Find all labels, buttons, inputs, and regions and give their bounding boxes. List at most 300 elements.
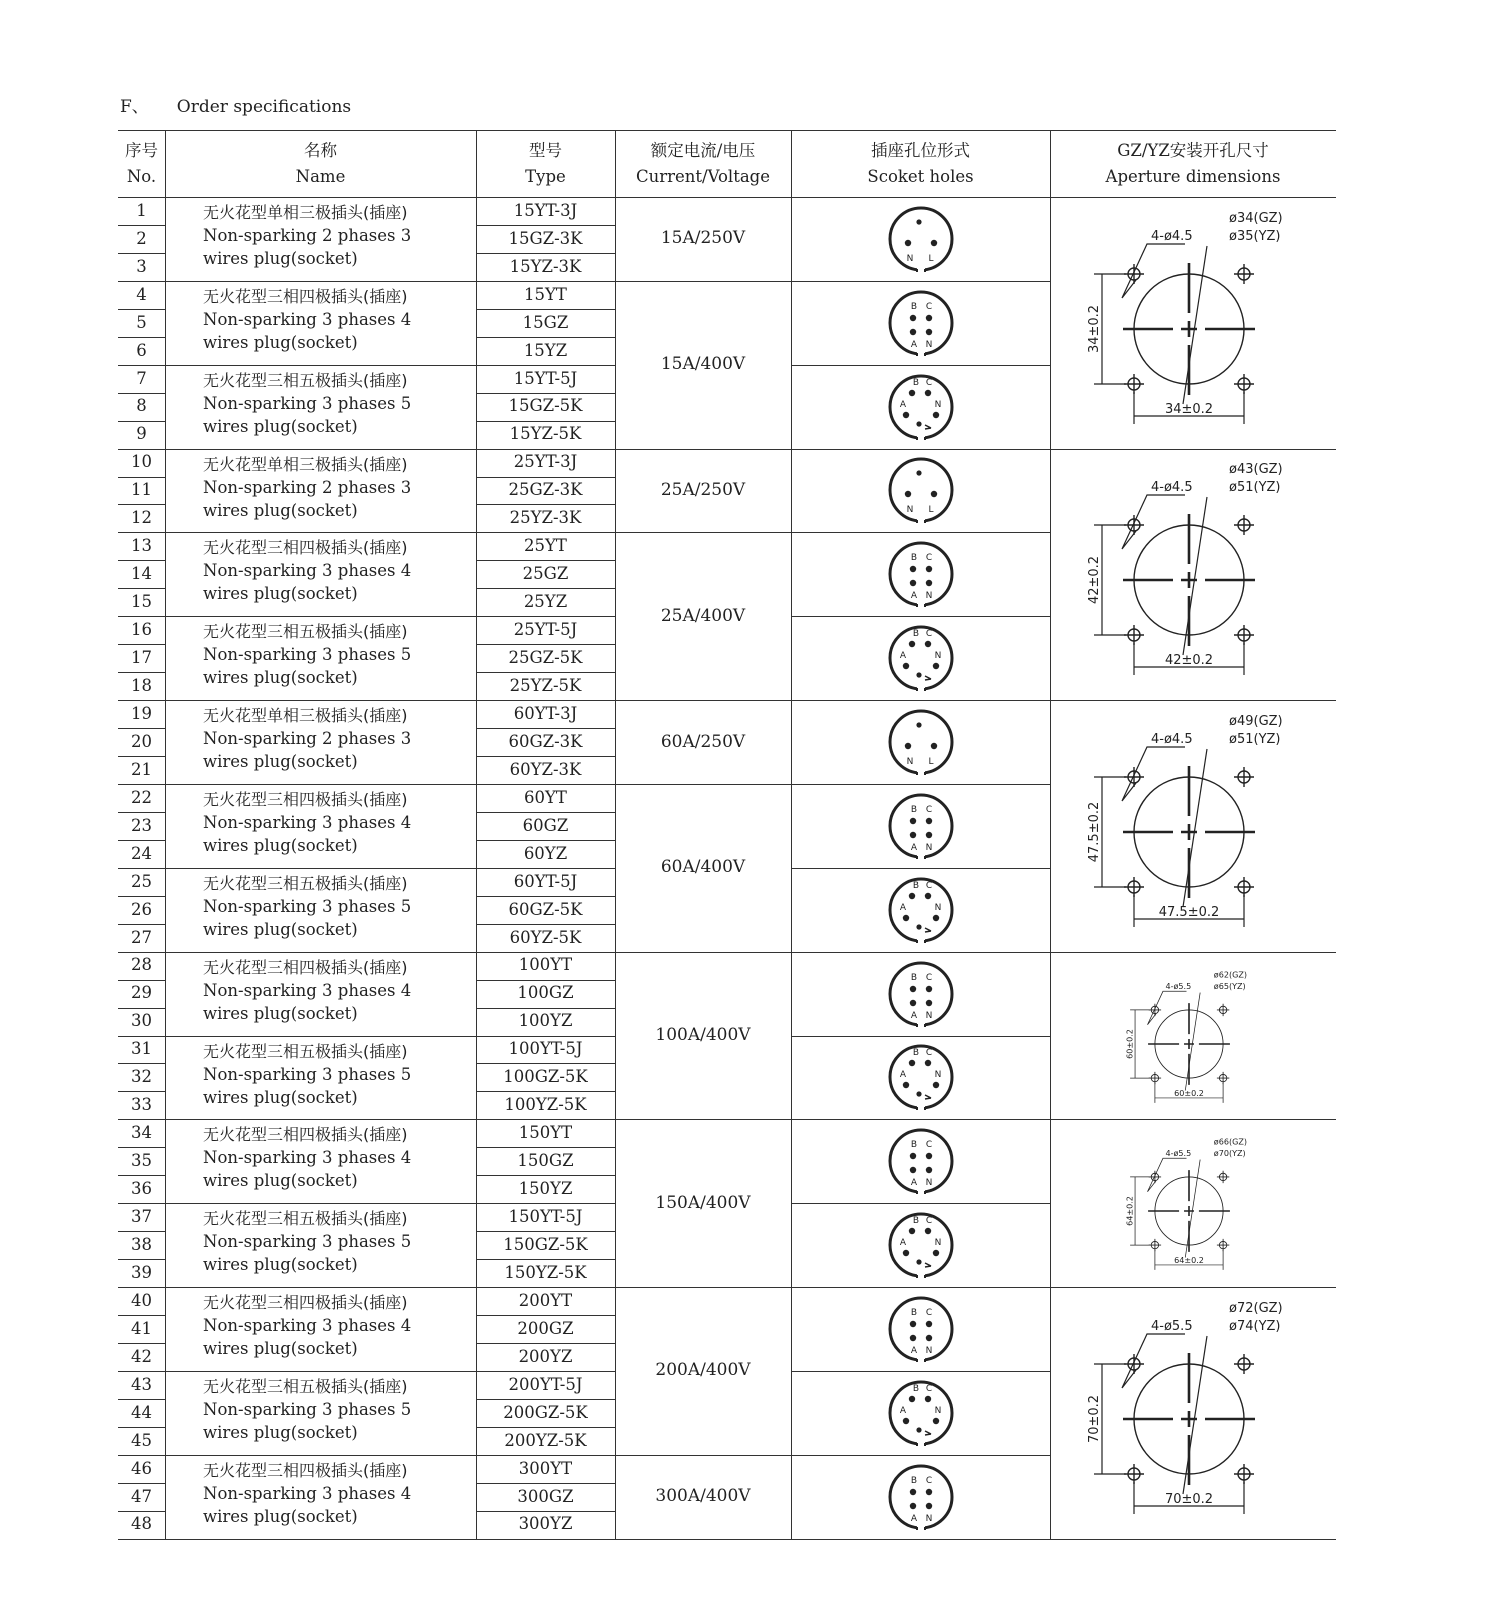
row-number [118,197,165,225]
row-number [118,1203,165,1231]
hole-spec-label: 4-ø4.5 [1151,480,1193,496]
socket-pin-label: A [910,1010,917,1021]
row-number [118,504,165,532]
row-number-text: 20 [131,731,152,751]
row-number-text: 23 [131,815,152,835]
type-cell [476,616,615,644]
aperture-drawing [1043,951,1343,1121]
socket-pin-label: C [925,804,932,815]
type-text: 15YT-3J [513,200,578,220]
product-name [165,1203,476,1287]
row-number-text: 42 [131,1346,152,1366]
row-number [118,1147,165,1175]
current-voltage [615,449,791,533]
row-number [118,924,165,952]
type-text: 200GZ-5K [503,1402,588,1422]
aperture-drawing [1043,205,1343,445]
row-number [118,477,165,505]
current-voltage-text: 15A/250V [660,228,746,249]
product-name-en-line1: Non-sparking 3 phases 5 [203,1399,412,1419]
product-name [165,365,476,449]
aperture-drawing [1043,1118,1343,1288]
type-cell [476,924,615,952]
socket-pin-label: A [899,1070,906,1081]
row-number [118,980,165,1008]
socket-pin-label: B [912,377,919,388]
row-number-text: 12 [131,508,152,528]
type-text: 60YZ [523,843,568,863]
socket-4pin-icon [881,1289,961,1369]
product-name-zh: 无火花型单相三极插头(插座) [203,203,408,222]
group-rule [791,1455,1050,1456]
row-number [118,1175,165,1203]
socket-pin-label: C [925,1383,932,1394]
product-name-en-line2: wires plug(socket) [203,1087,358,1107]
row-number [118,588,165,616]
diameter-yz-label: ø74(YZ) [1229,1318,1281,1334]
column-header [165,130,476,197]
hole-spec-label: 4-ø4.5 [1151,731,1193,747]
table-bottom-rule [118,1539,1336,1540]
socket-5pin-icon [881,367,961,447]
product-name-en-line2: wires plug(socket) [203,1171,358,1191]
type-text: 150GZ-5K [503,1234,588,1254]
row-number [118,840,165,868]
diameter-yz-label: ø70(YZ) [1213,1149,1246,1159]
socket-pin-label: A [910,591,917,602]
column-header-en: Name [295,166,346,186]
product-name [165,616,476,700]
type-cell [476,1008,615,1036]
type-cell [476,449,615,477]
product-name [165,449,476,533]
row-number [118,868,165,896]
socket-pin-label: A [899,1405,906,1416]
column-header-en: Aperture dimensions [1105,166,1281,186]
type-text: 25YT-3J [513,452,578,472]
product-name-zh: 无火花型三相四极插头(插座) [203,1460,408,1480]
current-voltage [615,784,791,952]
current-voltage-text: 25A/250V [660,480,746,500]
socket-pin-label: A [899,1238,906,1249]
type-cell [476,365,615,393]
horizontal-dimension-label: 60±0.2 [1174,1088,1204,1098]
row-number [118,365,165,393]
socket-pin-label: N [934,1238,941,1249]
row-number-text: 11 [131,480,152,500]
socket-pin-label: B [912,1383,919,1394]
type-text: 25YT-5J [513,620,578,640]
type-cell [476,1511,615,1539]
row-number [118,1259,165,1287]
type-text: 100YT-5J [508,1039,583,1059]
product-name-en-line2: wires plug(socket) [203,752,358,772]
product-name-en-line1: Non-sparking 3 phases 5 [203,393,412,413]
row-number-text: 7 [136,368,147,388]
socket-pin-label: N [934,1405,941,1416]
row-number [118,532,165,560]
horizontal-dimension-label: 64±0.2 [1174,1256,1204,1266]
row-number-text: 33 [131,1095,152,1115]
column-header [615,130,791,197]
hole-spec-label: 4-ø5.5 [1151,1318,1193,1334]
row-number [118,281,165,309]
socket-pin-label: N [925,1010,932,1021]
row-number-text: 19 [131,703,152,723]
aperture-rule [1050,449,1336,450]
product-name-zh: 无火花型单相三极插头(插座) [203,706,408,726]
row-number [118,728,165,756]
type-cell [476,225,615,253]
product-name-en-line1: Non-sparking 3 phases 5 [203,1232,412,1252]
type-cell [476,756,615,784]
current-voltage [615,1287,791,1455]
row-number-text: 2 [136,228,147,248]
type-text: 15GZ-5K [508,396,583,416]
type-text: 25YZ [523,592,568,612]
socket-4pin-icon [881,534,961,614]
product-name-zh: 无火花型三相四极插头(插座) [203,286,408,306]
product-name-en-line2: wires plug(socket) [203,1339,358,1359]
type-cell [476,1399,615,1427]
type-text: 100GZ-5K [503,1067,588,1087]
type-text: 60GZ-3K [508,731,583,751]
socket-pin-label: C [925,301,932,312]
vertical-dimension-label: 47.5±0.2 [1087,801,1102,863]
current-voltage-text: 300A/400V [655,1486,751,1507]
current-voltage-text: 60A/400V [660,857,746,878]
type-cell [476,393,615,421]
row-number [118,1343,165,1371]
type-cell [476,1315,615,1343]
row-number [118,1315,165,1343]
type-cell [476,1147,615,1175]
product-name-en-line2: wires plug(socket) [203,1003,358,1023]
product-name-zh: 无火花型单相三极插头(插座) [203,454,408,474]
diameter-yz-label: ø65(YZ) [1213,981,1246,991]
type-cell [476,1063,615,1091]
product-name [165,281,476,365]
socket-4pin-icon [881,786,961,866]
row-number [118,1455,165,1483]
diameter-gz-label: ø66(GZ) [1213,1137,1248,1147]
type-text: 100YT [518,955,573,975]
row-number [118,896,165,924]
hole-spec-label: 4-ø5.5 [1165,981,1192,991]
product-name-en-line1: Non-sparking 3 phases 4 [203,812,412,832]
type-text: 15YZ-3K [509,256,582,276]
type-text: 60YT [524,787,567,807]
type-cell [476,700,615,728]
type-cell [476,197,615,225]
row-number-text: 46 [131,1458,152,1478]
type-text: 200YZ [518,1346,573,1366]
socket-pin-label: L [927,757,934,768]
row-number [118,700,165,728]
type-cell [476,896,615,924]
socket-pin-label: A [899,651,906,662]
socket-pin-label: N [925,339,932,350]
product-name-en-line2: wires plug(socket) [203,249,358,268]
row-number-text: 36 [131,1179,152,1199]
aperture-drawing [1043,1295,1343,1535]
product-name-zh: 无火花型三相四极插头(插座) [203,1293,408,1313]
socket-pin-label: N [925,1513,932,1524]
type-text: 300YZ [518,1514,573,1534]
row-number-text: 22 [131,787,152,807]
row-number [118,644,165,672]
product-name-en-line1: Non-sparking 3 phases 4 [203,1148,412,1168]
row-number-text: 47 [131,1486,152,1506]
type-cell [476,1483,615,1511]
group-rule [791,1371,1050,1372]
group-rule [791,532,1050,533]
type-cell [476,952,615,980]
socket-pin-label: N [925,591,932,602]
row-number-text: 6 [136,340,147,360]
product-name-zh: 无火花型三相五极插头(插座) [203,1376,408,1396]
product-name-en-line1: Non-sparking 3 phases 4 [203,1483,412,1503]
row-number [118,672,165,700]
row-number-text: 5 [136,312,147,332]
diameter-gz-label: ø34(GZ) [1229,210,1283,226]
product-name-en-line1: Non-sparking 3 phases 5 [203,896,412,916]
row-number-text: 32 [131,1067,152,1087]
type-cell [476,1175,615,1203]
row-number [118,1427,165,1455]
row-number [118,1399,165,1427]
socket-pin-label: B [910,972,917,983]
type-cell [476,644,615,672]
column-header-zh: 序号 [125,140,158,160]
type-text: 15YT [524,284,567,304]
vertical-dimension-label: 60±0.2 [1125,1028,1135,1059]
type-text: 100YZ [518,1011,573,1031]
row-number [118,1008,165,1036]
product-name-zh: 无火花型三相五极插头(插座) [203,370,408,390]
product-name [165,1036,476,1120]
socket-pin-label: A [910,1178,917,1189]
socket-3pin-icon [881,199,961,279]
row-number-text: 26 [131,899,152,919]
socket-5pin-icon [881,1037,961,1117]
socket-pin-label: N [934,651,941,662]
socket-3pin-icon [881,702,961,782]
type-cell [476,1119,615,1147]
row-number [118,1371,165,1399]
type-text: 150YZ-5K [504,1262,587,1282]
column-header-zh: 插座孔位形式 [871,140,970,160]
row-number-text: 9 [136,424,147,444]
product-name-en-line2: wires plug(socket) [203,1506,358,1526]
row-number [118,393,165,421]
type-text: 150YZ [518,1179,573,1199]
current-voltage-text: 25A/400V [660,605,746,626]
horizontal-dimension-label: 42±0.2 [1164,653,1214,669]
socket-3pin-icon [881,450,961,530]
product-name-zh: 无火花型三相四极插头(插座) [203,957,408,977]
column-divider [791,130,792,1539]
product-name-en-line1: Non-sparking 3 phases 4 [203,309,412,329]
type-text: 15GZ [522,312,569,332]
type-text: 200YT [518,1290,573,1310]
type-cell [476,532,615,560]
row-number-text: 30 [131,1011,152,1031]
socket-pin-label: B [912,1216,919,1227]
current-voltage [615,700,791,784]
heading-prefix: F、 [120,97,149,117]
socket-pin-label: N [906,757,913,768]
row-number [118,449,165,477]
group-rule [791,700,1050,701]
product-name [165,1371,476,1455]
row-number-text: 13 [131,536,152,556]
product-name-zh: 无火花型三相五极插头(插座) [203,1041,408,1061]
row-number-text: 3 [136,256,147,276]
column-header-zh: 名称 [304,140,337,160]
group-rule [791,1119,1050,1120]
group-rule [791,365,1050,366]
row-number-text: 27 [131,927,152,947]
column-header [476,130,615,197]
product-name-zh: 无火花型三相五极插头(插座) [203,873,408,893]
row-number [118,337,165,365]
current-voltage [615,952,791,1120]
row-number [118,1511,165,1539]
socket-pin-label: N [934,399,941,410]
socket-pin-label: N [925,1345,932,1356]
type-cell [476,421,615,449]
row-number-text: 25 [131,871,152,891]
type-cell [476,812,615,840]
product-name-en-line2: wires plug(socket) [203,332,358,352]
socket-pin-label: B [910,1475,917,1486]
diameter-yz-label: ø51(YZ) [1229,480,1281,496]
row-number [118,560,165,588]
column-header [791,130,1050,197]
group-rule [791,281,1050,282]
product-name-en-line1: Non-sparking 3 phases 5 [203,645,412,665]
socket-pin-label: C [925,972,932,983]
vertical-dimension-label: 34±0.2 [1087,304,1102,353]
row-number-text: 28 [131,955,152,975]
row-number-text: 29 [131,983,152,1003]
hole-spec-label: 4-ø5.5 [1165,1149,1192,1159]
type-text: 15GZ-3K [508,228,583,248]
type-cell [476,477,615,505]
type-text: 60YZ-3K [509,759,582,779]
row-number-text: 14 [131,564,152,584]
group-rule [791,784,1050,785]
socket-pin-label: C [925,629,932,640]
vertical-dimension-label: 70±0.2 [1087,1394,1102,1443]
row-number-text: 41 [131,1318,152,1338]
type-cell [476,1455,615,1483]
row-number [118,1231,165,1259]
socket-pin-label: C [925,553,932,564]
row-number [118,253,165,281]
row-number-text: 8 [136,396,147,416]
type-text: 150GZ [517,1151,574,1171]
row-number [118,756,165,784]
type-text: 200YT-5J [508,1374,583,1394]
current-voltage [615,1119,791,1287]
type-text: 25YT [524,536,567,556]
socket-pin-label: L [927,505,934,516]
socket-5pin-icon [881,1205,961,1285]
hole-spec-label: 4-ø4.5 [1151,228,1193,244]
socket-5pin-icon [881,618,961,698]
type-text: 25GZ-5K [508,648,583,668]
socket-pin-label: A [910,842,917,853]
type-cell [476,840,615,868]
type-text: 200YZ-5K [504,1430,587,1450]
type-cell [476,504,615,532]
type-cell [476,588,615,616]
product-name [165,952,476,1036]
type-text: 60GZ [522,815,569,835]
socket-pin-label: A [910,1345,917,1356]
row-number [118,1036,165,1064]
socket-pin-label: C [925,1307,932,1318]
socket-pin-label: A [899,902,906,913]
type-text: 15YZ-5K [509,424,582,444]
row-number-text: 34 [131,1123,152,1143]
type-text: 15YT-5J [513,368,578,388]
column-header [1050,130,1336,197]
horizontal-dimension-label: 34±0.2 [1164,401,1214,417]
type-text: 60YT-5J [513,871,578,891]
group-rule [791,952,1050,953]
socket-4pin-icon [881,954,961,1034]
row-number [118,616,165,644]
socket-pin-label: B [912,880,919,891]
vertical-dimension-label: 64±0.2 [1125,1196,1135,1227]
row-number [118,1063,165,1091]
current-voltage-text: 60A/250V [660,731,746,752]
socket-5pin-icon [881,1373,961,1453]
horizontal-dimension-label: 70±0.2 [1164,1491,1214,1507]
product-name-zh: 无火花型三相五极插头(插座) [203,622,408,642]
product-name-en-line1: Non-sparking 3 phases 5 [203,1064,412,1084]
socket-pin-label: A [899,399,906,410]
group-rule [791,449,1050,450]
row-number-text: 38 [131,1234,152,1254]
socket-pin-label: C [925,377,932,388]
socket-pin-label: C [925,1140,932,1151]
type-text: 150YT [518,1123,573,1143]
row-number-text: 17 [131,648,152,668]
diameter-gz-label: ø49(GZ) [1229,713,1283,729]
row-number-text: 24 [131,843,152,863]
row-number-text: 1 [136,200,147,220]
column-header-en: No. [126,166,157,186]
socket-pin-label: N [934,902,941,913]
type-cell [476,560,615,588]
type-cell [476,337,615,365]
socket-pin-label: N [906,253,913,264]
type-cell [476,281,615,309]
group-rule [791,868,1050,869]
row-number-text: 40 [131,1290,152,1310]
product-name-zh: 无火花型三相四极插头(插座) [203,1125,408,1145]
row-number [118,1483,165,1511]
product-name [165,868,476,952]
product-name-en-line1: Non-sparking 3 phases 4 [203,1316,412,1336]
type-text: 200GZ [517,1318,574,1338]
type-cell [476,1287,615,1315]
socket-4pin-icon [881,1457,961,1537]
